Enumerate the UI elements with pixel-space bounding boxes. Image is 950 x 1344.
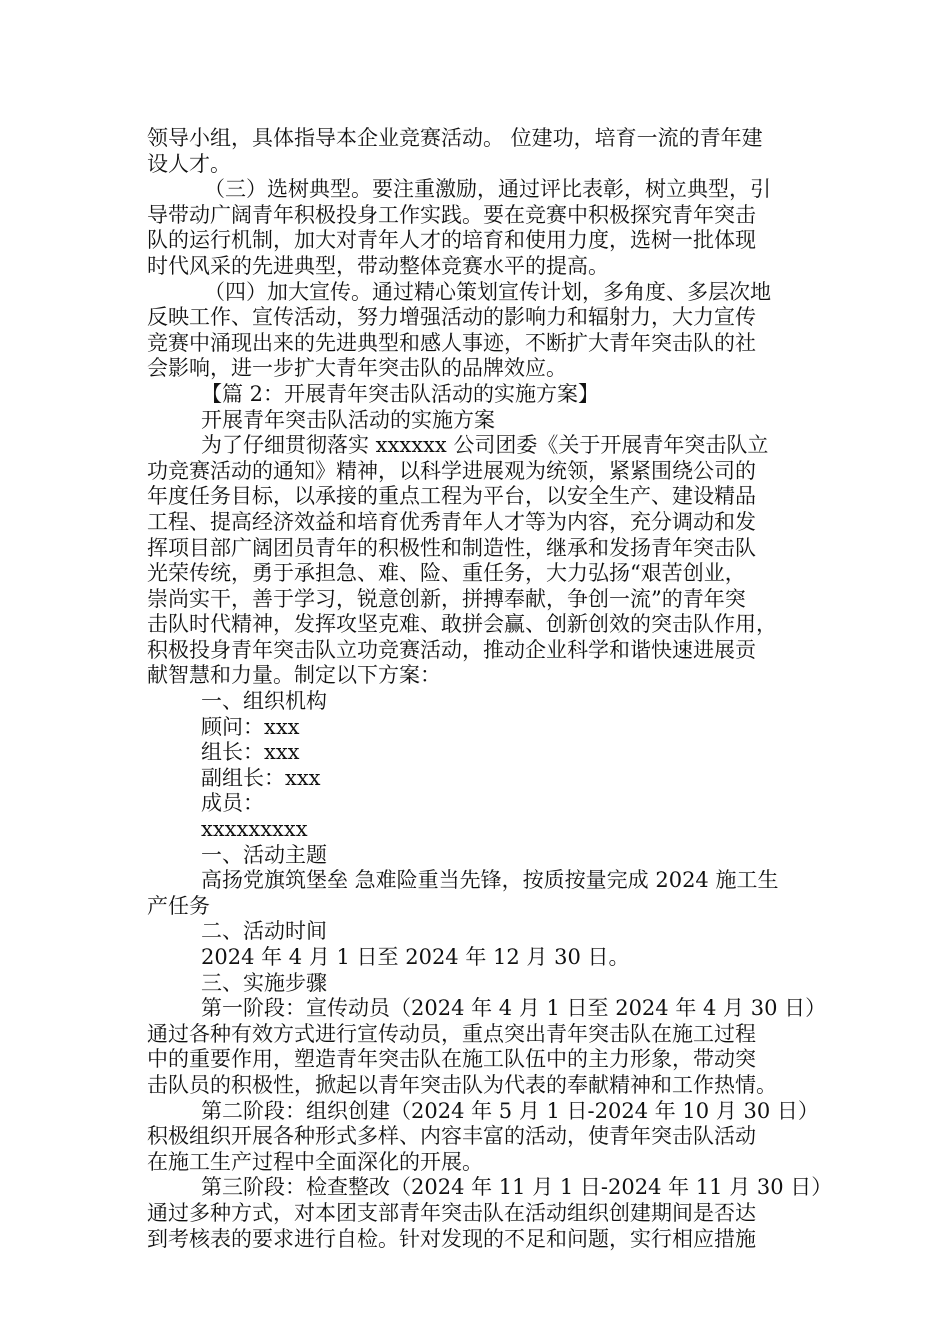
document-line: 献智慧和力量。制定以下方案： — [147, 663, 441, 688]
document-line: 设人才。 — [147, 151, 231, 176]
document-line: 击队时代精神，发挥攻坚克难、敢拼会赢、创新创效的突击队作用， — [147, 612, 777, 637]
document-line: 第一阶段：宣传动员（2024 年 4 月 1 日至 2024 年 4 月 30 日） — [201, 996, 827, 1021]
document-line: 工程、提高经济效益和培育优秀青年人才等为内容，充分调动和发 — [147, 509, 756, 534]
document-line: 中的重要作用，塑造青年突击队在施工队伍中的主力形象，带动突 — [147, 1047, 756, 1072]
document-line: 通过多种方式，对本团支部青年突击队在活动组织创建期间是否达 — [147, 1200, 756, 1225]
document-line: 导带动广阔青年积极投身工作实践。要在竞赛中积极探究青年突击 — [147, 202, 756, 227]
document-line: 顾问：xxx — [201, 714, 300, 739]
document-line: 挥项目部广阔团员青年的积极性和制造性，继承和发扬青年突击队 — [147, 535, 756, 560]
document-line: 成员： — [201, 791, 264, 816]
document-line: 一、组织机构 — [201, 689, 327, 714]
document-line: 积极投身青年突击队立功竞赛活动，推动企业科学和谐快速进展贡 — [147, 637, 756, 662]
document-line: 到考核表的要求进行自检。针对发现的不足和问题，实行相应措施 — [147, 1226, 756, 1251]
document-line: 竞赛中涌现出来的先进典型和感人事迹，不断扩大青年突击队的社 — [147, 330, 756, 355]
document-line: 第三阶段：检查整改（2024 年 11 月 1 日-2024 年 11 月 30 日） — [201, 1175, 833, 1200]
document-line: 开展青年突击队活动的实施方案 — [201, 407, 495, 432]
document-line: 领导小组，具体指导本企业竞赛活动。 位建功，培育一流的青年建 — [147, 126, 763, 150]
document-line: 年度任务目标，以承接的重点工程为平台，以安全生产、建设精品 — [147, 484, 756, 509]
document-line: 副组长：xxx — [201, 765, 321, 790]
document-line: 2024 年 4 月 1 日至 2024 年 12 月 30 日。 — [201, 945, 630, 969]
document-line: 崇尚实干，善于学习，锐意创新，拼搏奉献，争创一流”的青年突 — [147, 586, 746, 611]
document-line: 为了仔细贯彻落实 xxxxxx 公司团委《关于开展青年突击队立 — [201, 433, 769, 458]
document-line: 通过各种有效方式进行宣传动员，重点突出青年突击队在施工过程 — [147, 1021, 756, 1046]
document-line: 一、活动主题 — [201, 842, 327, 867]
document-line: 会影响，进一步扩大青年突击队的品牌效应。 — [147, 356, 567, 381]
document-line: 三、实施步骤 — [201, 970, 327, 995]
document-line: 产任务 — [147, 893, 210, 918]
document-line: 在施工生产过程中全面深化的开展。 — [147, 1149, 483, 1174]
document-line: 组长：xxx — [201, 740, 300, 765]
document-line: 击队员的积极性，掀起以青年突击队为代表的奉献精神和工作热情。 — [147, 1072, 777, 1097]
document-line: 光荣传统，勇于承担急、难、险、重任务，大力弘扬“艰苦创业， — [147, 561, 746, 586]
document-page — [147, 126, 833, 1252]
document-line: 高扬党旗筑堡垒 急难险重当先锋，按质按量完成 2024 施工生 — [201, 868, 779, 893]
document-line: （四）加大宣传。通过精心策划宣传计划，多角度、多层次地 — [204, 279, 771, 304]
document-line: （三）选树典型。要注重激励，通过评比表彰，树立典型，引 — [204, 177, 771, 202]
document-line: 二、活动时间 — [201, 919, 327, 944]
document-line: xxxxxxxxx — [201, 817, 308, 842]
document-line: 时代风采的先进典型，带动整体竞赛水平的提高。 — [147, 253, 609, 278]
document-line: 队的运行机制，加大对青年人才的培育和使用力度，选树一批体现 — [147, 228, 756, 253]
document-line: 【篇 2：开展青年突击队活动的实施方案】 — [201, 381, 600, 406]
document-line: 积极组织开展各种形式多样、内容丰富的活动，使青年突击队活动 — [147, 1124, 756, 1149]
document-line: 第二阶段：组织创建（2024 年 5 月 1 日-2024 年 10 月 30 日） — [201, 1098, 819, 1123]
document-line: 反映工作、宣传活动，努力增强活动的影响力和辐射力，大力宣传 — [147, 305, 756, 330]
document-line: 功竞赛活动的通知》精神，以科学进展观为统领，紧紧围绕公司的 — [147, 458, 756, 483]
